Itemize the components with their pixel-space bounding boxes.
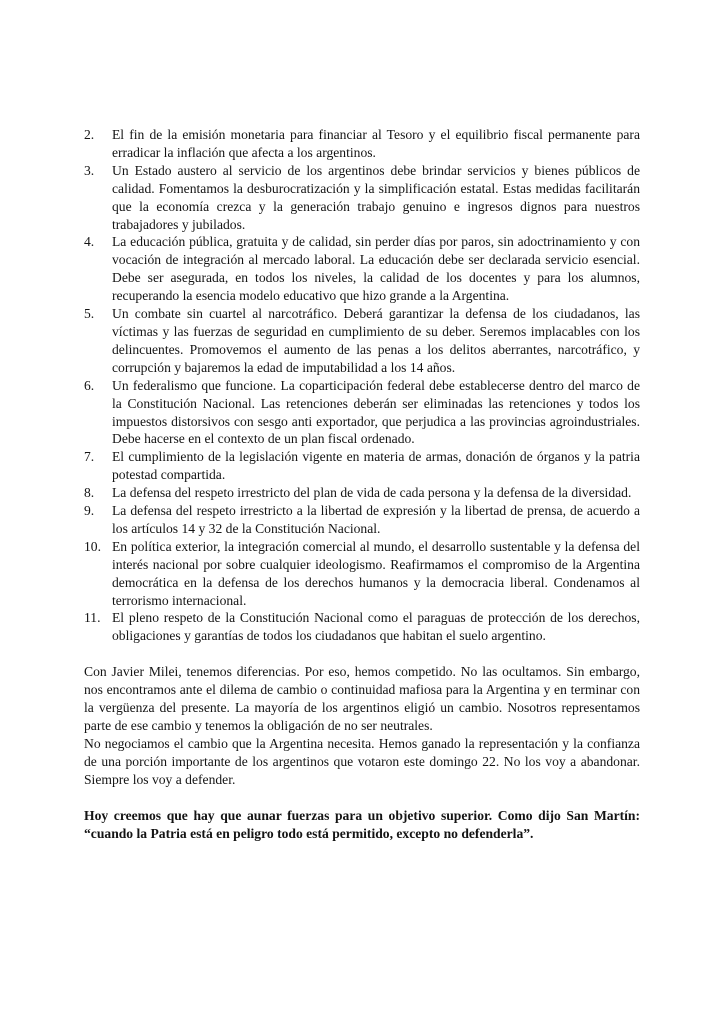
list-item-number: 4. (84, 234, 95, 250)
closing-statement: Hoy creemos que hay que aunar fuerzas para un objetivo superior. Como dijo San Martín: “cuando la Patria está en peligro todo está permitido, excepto no defenderla”. (84, 807, 640, 841)
list-item (84, 162, 640, 234)
list-item-text: En política exterior, la integración comercial al mundo, el desarrollo sustentable y la defensa del interés nacional por sobre cualquier ideologismo. Reafirmamos el compromiso de la Argentina democrática en la defensa de los derechos humanos y la democracia liberal. Condenamos al terrorismo internacional. (112, 538, 640, 608)
list-item-text: Un federalismo que funcione. La coparticipación federal debe establecerse dentro del marco de la Constitución Nacional. Las retenciones deberán ser eliminadas las retenciones y todos los impuestos distorsivos con sesgo anti exportador, que perjudica a las provincias agroindustriales. Debe hacerse en el contexto de un plan fiscal ordenado. (112, 377, 640, 447)
list-item-number: 7. (84, 449, 95, 465)
list-item-number: 9. (84, 503, 95, 519)
list-item (84, 233, 640, 305)
list-item (84, 538, 640, 610)
list-item (84, 609, 640, 645)
list-item-text: El cumplimiento de la legislación vigente en materia de armas, donación de órganos y la patria potestad compartida. (112, 449, 640, 483)
section-spacer (84, 645, 640, 663)
list-item-text: Un combate sin cuartel al narcotráfico. Deberá garantizar la defensa de los ciudadanos, las víctimas y las fuerzas de seguridad en cumplimiento de su deber. Seremos implacables con los delincuentes. Promovemos el aumento de las penas a los delitos aberrantes, narcotráfico, y corrupción y bajaremos la edad de imputabilidad a los 14 años. (112, 306, 640, 375)
section-spacer (84, 789, 640, 807)
list-item (84, 305, 640, 377)
list-item (84, 484, 640, 502)
list-item-text: Un Estado austero al servicio de los argentinos debe brindar servicios y bienes públicos de calidad. Fomentamos la desburocratización y la simplificación estatal. Estas medidas facilitarán que la economía crezca y la generación trabajo genuino e ingresos dignos para nuestros trabajadores y jubilados. (112, 162, 640, 232)
list-item (84, 502, 640, 538)
body-paragraph: No negociamos el cambio que la Argentina necesita. Hemos ganado la representación y la confianza de una porción importante de los argentinos que votaron este domingo 22. No los voy a abandonar. Siempre los voy a defender. (84, 735, 640, 787)
list-item-text: La educación pública, gratuita y de calidad, sin perder días por paros, sin adoctrinamiento y con vocación de integración al mercado laboral. La educación debe ser declarada servicio esencial. Debe ser asegurada, en todos los niveles, la calidad de los docentes y para los alumnos, recuperando la esencia modelo educativo que hizo grande a la Argentina. (112, 234, 640, 304)
list-item (84, 448, 640, 484)
list-item-number: 2. (84, 127, 95, 142)
body-paragraph: Con Javier Milei, tenemos diferencias. Por eso, hemos competido. No las ocultamos. Sin embargo, nos encontramos ante el dilema de cambio o continuidad mafiosa para la Argentina y en terminar con la vergüenza del presente. La mayoría de los argentinos eligió un cambio. Nosotros representamos parte de ese cambio y tenemos la obligación de no ser neutrales. (84, 664, 640, 733)
numbered-list (84, 126, 640, 645)
list-item-number: 11. (84, 610, 101, 626)
list-item-text: El fin de la emisión monetaria para financiar al Tesoro y el equilibrio fiscal permanente para erradicar la inflación que afecta a los argentinos. (112, 127, 640, 160)
list-item-number: 8. (84, 485, 95, 501)
list-item (84, 126, 640, 162)
list-item-number: 10. (84, 538, 101, 554)
list-item-number: 5. (84, 306, 95, 322)
list-item-text: La defensa del respeto irrestricto a la libertad de expresión y la libertad de prensa, de acuerdo a los artículos 14 y 32 de la Constitución Nacional. (112, 503, 640, 536)
list-item-text: La defensa del respeto irrestricto del plan de vida de cada persona y la defensa de la diversidad. (112, 485, 632, 501)
document-page (84, 126, 640, 842)
list-item-number: 6. (84, 377, 95, 393)
list-item-number: 3. (84, 162, 95, 178)
list-item-text: El pleno respeto de la Constitución Nacional como el paraguas de protección de los derechos, obligaciones y garantías de todos los ciudadanos que habitan el suelo argentino. (112, 610, 640, 644)
list-item (84, 377, 640, 449)
